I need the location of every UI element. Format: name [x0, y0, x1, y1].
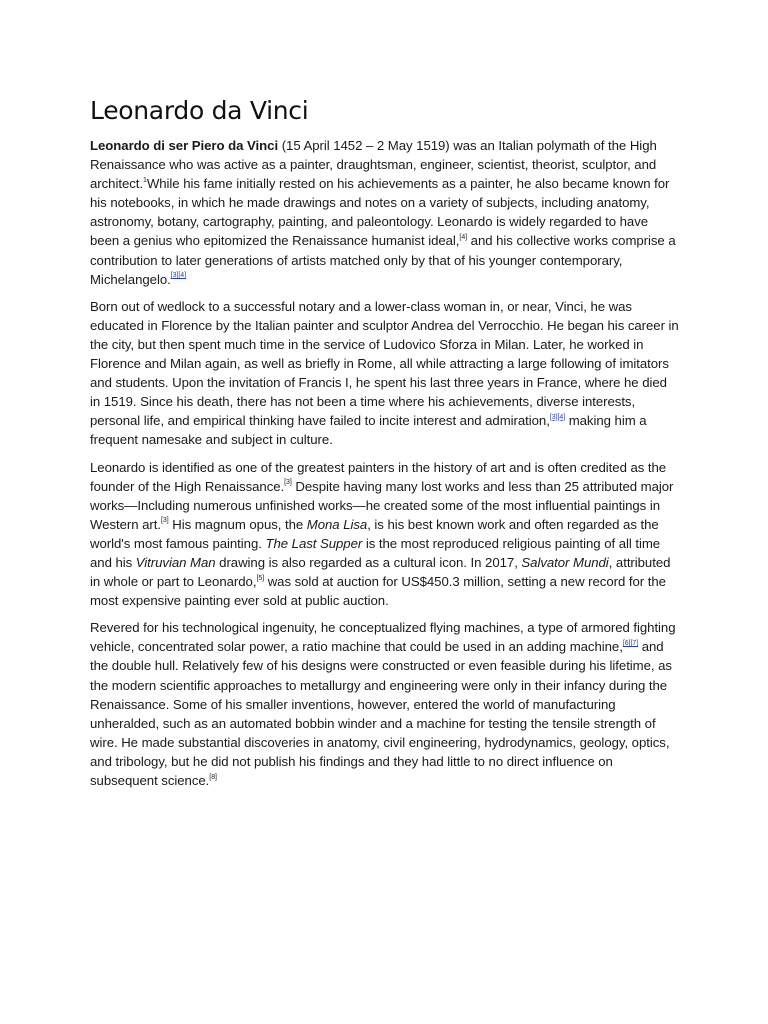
footnote-ref[interactable]: 1: [143, 176, 147, 184]
text-span: and the double hull. Relatively few of his designs were constructed or even feasible during his lifetime, as the modern scientific approaches to metallurgy and engineering were only in their infancy during the Renaissance. Some of his smaller inventions, however, entered the world of manufacturing unheralded, such as an automated bobbin winder and a machine for testing the tensile strength of wire. He made substantial discoveries in anatomy, civil engineering, hydrodynamics, geology, optics, and tribology, but he did not publish his findings and they had little to no direct influence on subsequent science.: [90, 639, 672, 788]
text-span: , attributed in whole or part to Leonardo,: [90, 554, 671, 590]
footnote-link[interactable]: [3][4]: [549, 413, 566, 421]
text-span: (15 April 1452 – 2 May 1519) was an Italian polymath of the High Renaissance who was active as a painter, draughtsman, engineer, scientist, theorist, sculptor, and architect.: [90, 138, 657, 192]
work-title: Salvator Mundi: [521, 554, 609, 570]
footnote-ref[interactable]: [4]: [459, 234, 468, 242]
text-span: , is his best known work and often regarded as the world's most famous painting.: [90, 516, 659, 551]
text-span: Born out of wedlock to a successful notary and a lower-class woman in, or near, Vinci, he was educated in Florence by the Italian painter and sculptor Andrea del Verrocchio. He began his career in the city, but then spent much time in the service of Ludovico Sforza in Milan. Later, he worked in Florence and Milan again, as well as briefly in Rome, all while attracting a large following of imitators and students. Upon the invitation of Francis I, he spent his last three years in France, where he died in 1519. Since his death, there has not been a time where his achievements, diverse interests, personal life, and empirical thinking have failed to incite interest and admiration,: [90, 298, 679, 429]
document-page: [90, 94, 680, 798]
text-span: and his collective works comprise a contribution to later generations of artists matched only by that of his younger contemporary, Michelangelo.: [90, 233, 676, 287]
text-span: making him a frequent namesake and subject in culture.: [90, 413, 647, 448]
text-span: was sold at auction for US$450.3 million, setting a new record for the most expensive painting ever sold at public auction.: [90, 574, 666, 609]
paragraph-4: [90, 618, 680, 790]
footnote-ref[interactable]: [8]: [209, 773, 217, 781]
work-title: The Last Supper: [265, 535, 363, 551]
text-span: drawing is also regarded as a cultural icon. In 2017,: [215, 554, 522, 570]
paragraph-2: [90, 297, 680, 450]
footnote-ref[interactable]: [3]: [160, 517, 169, 525]
text-span: Leonardo is identified as one of the greatest painters in the history of art and is often credited as the founder of the High Renaissance.: [90, 459, 667, 494]
text-span: Despite having many lost works and less than 25 attributed major works—Including numerous unfinished works—he created some of the most influential paintings in Western art.: [90, 478, 674, 532]
work-title: Mona Lisa: [306, 516, 368, 532]
subject-name: Leonardo di ser Piero da Vinci: [90, 138, 279, 153]
footnote-ref[interactable]: [3]: [284, 479, 292, 487]
text-span: His magnum opus, the: [168, 516, 307, 532]
footnote-ref[interactable]: [5]: [256, 574, 265, 582]
work-title: Vitruvian Man: [135, 554, 216, 570]
footnote-link[interactable]: [6][7]: [622, 639, 639, 647]
text-span: Revered for his technological ingenuity, he conceptualized flying machines, a type of armored fighting vehicle, concentrated solar power, a ratio machine that could be used in an adding machine,: [90, 620, 676, 655]
text-span: is the most reproduced religious painting of all time and his: [90, 535, 661, 570]
paragraph-1: [90, 136, 680, 289]
paragraph-3: [90, 458, 680, 611]
footnote-link[interactable]: [3][4]: [170, 272, 186, 280]
page-title: Leonardo da Vinci: [90, 96, 309, 125]
text-span: While his fame initially rested on his achievements as a painter, he also became known for his notebooks, in which he made drawings and notes on a variety of subjects, including anatomy, astronomy, botany, cartography, painting, and paleontology. Leonardo is widely regarded to have been a genius who epitomized the Renaissance humanist ideal,: [90, 176, 670, 249]
